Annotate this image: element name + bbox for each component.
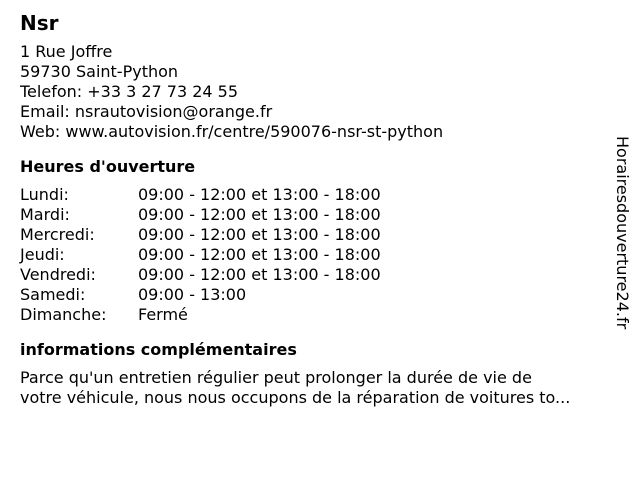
day-label: Mardi:	[20, 205, 70, 224]
opening-hours-table	[20, 185, 610, 325]
address-street: 1 Rue Joffre	[20, 42, 113, 61]
day-hours: 09:00 - 12:00 et 13:00 - 18:00	[138, 225, 381, 244]
business-card	[20, 10, 610, 408]
info-line: votre véhicule, nous nous occupons de la réparation de voitures to...	[20, 388, 571, 407]
business-name: Nsr	[20, 11, 59, 35]
opening-hours-title: Heures d'ouverture	[20, 157, 196, 176]
day-label: Samedi:	[20, 285, 86, 304]
address-city: 59730 Saint-Python	[20, 62, 179, 81]
day-hours: 09:00 - 12:00 et 13:00 - 18:00	[138, 205, 381, 224]
day-hours: 09:00 - 12:00 et 13:00 - 18:00	[138, 245, 381, 264]
day-hours: Fermé	[138, 305, 188, 324]
phone-line: Telefon: +33 3 27 73 24 55	[20, 82, 239, 101]
additional-info-text	[20, 368, 620, 408]
hours-row-saturday	[20, 285, 610, 305]
additional-info-title: informations complémentaires	[20, 340, 297, 359]
site-watermark	[612, 136, 632, 346]
day-hours: 09:00 - 12:00 et 13:00 - 18:00	[138, 265, 381, 284]
info-line: Parce qu'un entretien régulier peut prolonger la durée de vie de	[20, 368, 532, 387]
day-label: Jeudi:	[20, 245, 65, 264]
day-label: Vendredi:	[20, 265, 96, 284]
day-label: Lundi:	[20, 185, 69, 204]
hours-row-wednesday	[20, 225, 610, 245]
email-line: Email: nsrautovision@orange.fr	[20, 102, 273, 121]
day-label: Dimanche:	[20, 305, 107, 324]
hours-row-thursday	[20, 245, 610, 265]
web-line: Web: www.autovision.fr/centre/590076-nsr-st-python	[20, 122, 444, 141]
site-watermark-text: Horairesdouverture24.fr	[613, 136, 632, 330]
hours-row-monday	[20, 185, 610, 205]
day-hours: 09:00 - 13:00	[138, 285, 247, 304]
hours-row-tuesday	[20, 205, 610, 225]
hours-row-sunday	[20, 305, 610, 325]
day-hours: 09:00 - 12:00 et 13:00 - 18:00	[138, 185, 381, 204]
hours-row-friday	[20, 265, 610, 285]
day-label: Mercredi:	[20, 225, 95, 244]
